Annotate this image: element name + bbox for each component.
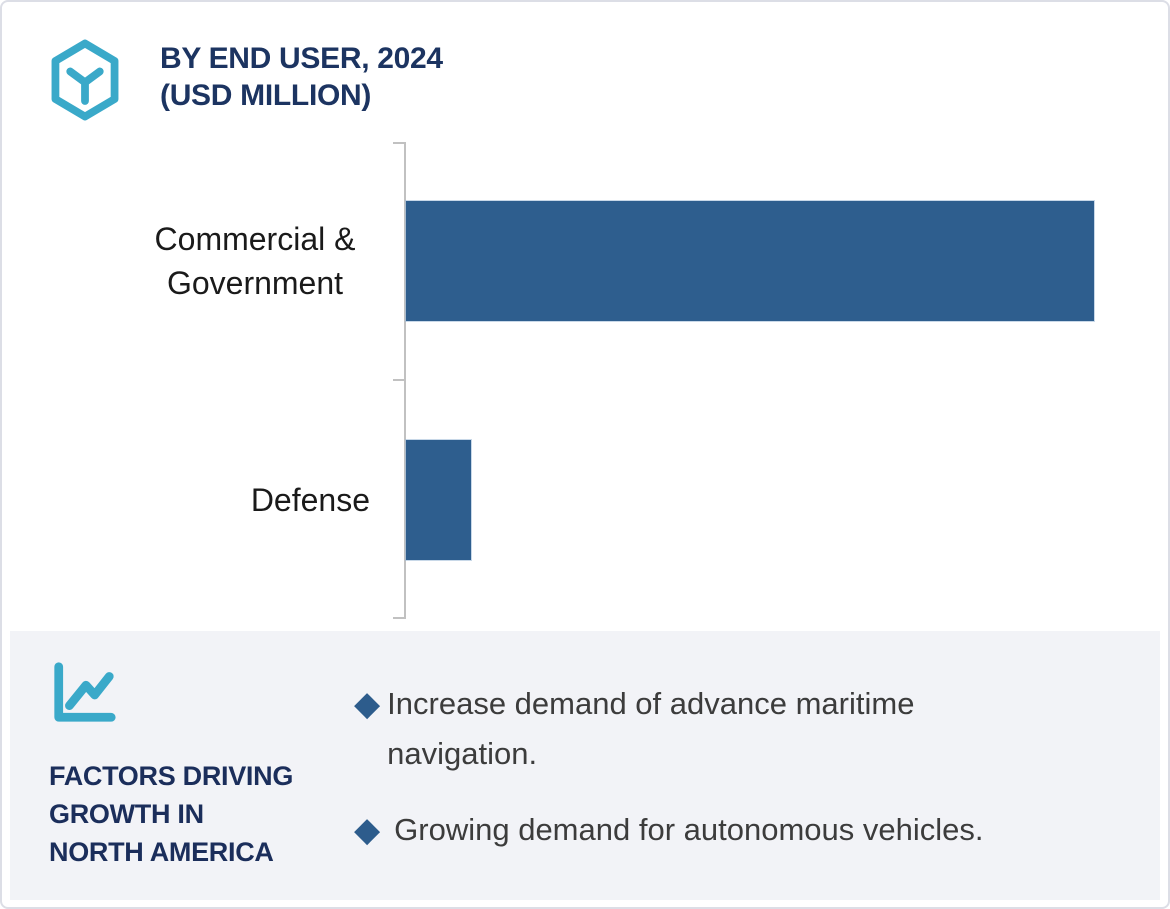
axis-tick-top (393, 142, 405, 144)
factor-item-text: Increase demand of advance maritime navigation. (387, 686, 915, 771)
chart-title-line2: (USD MILLION) (160, 79, 372, 112)
factors-panel-left (10, 631, 340, 900)
factors-title-line1: FACTORS DRIVING (49, 761, 294, 791)
chart-title (160, 40, 443, 114)
factors-title-line2: GROWTH IN (49, 799, 204, 829)
factors-title (49, 757, 340, 871)
bar-defense (406, 440, 471, 560)
line-chart-icon (49, 657, 340, 729)
axis-tick-bottom (393, 617, 405, 619)
category-label-defense: Defense (250, 481, 370, 518)
bar-row-defense (406, 380, 1094, 619)
factors-title-line3: NORTH AMERICA (49, 837, 274, 867)
category-axis-labels (2, 142, 404, 619)
factor-item-text: Growing demand for autonomous vehicles. (394, 812, 984, 847)
diamond-bullet-icon: ◆ (354, 685, 381, 723)
diamond-bullet-icon: ◆ (354, 811, 381, 849)
factors-list (340, 631, 1160, 900)
axis-tick-middle (393, 379, 405, 381)
bar-chart-plot (404, 142, 1094, 619)
hexagon-cube-icon (46, 38, 124, 122)
factor-item (354, 805, 1140, 855)
bar-row-commercial-government (406, 142, 1094, 380)
bar-commercial-government (406, 201, 1094, 321)
factor-item (354, 679, 1140, 779)
factors-panel (10, 631, 1160, 900)
chart-header (46, 38, 443, 122)
category-label-commercial-government: Commercial & Government (154, 221, 356, 301)
chart-title-line1: BY END USER, 2024 (160, 42, 443, 75)
